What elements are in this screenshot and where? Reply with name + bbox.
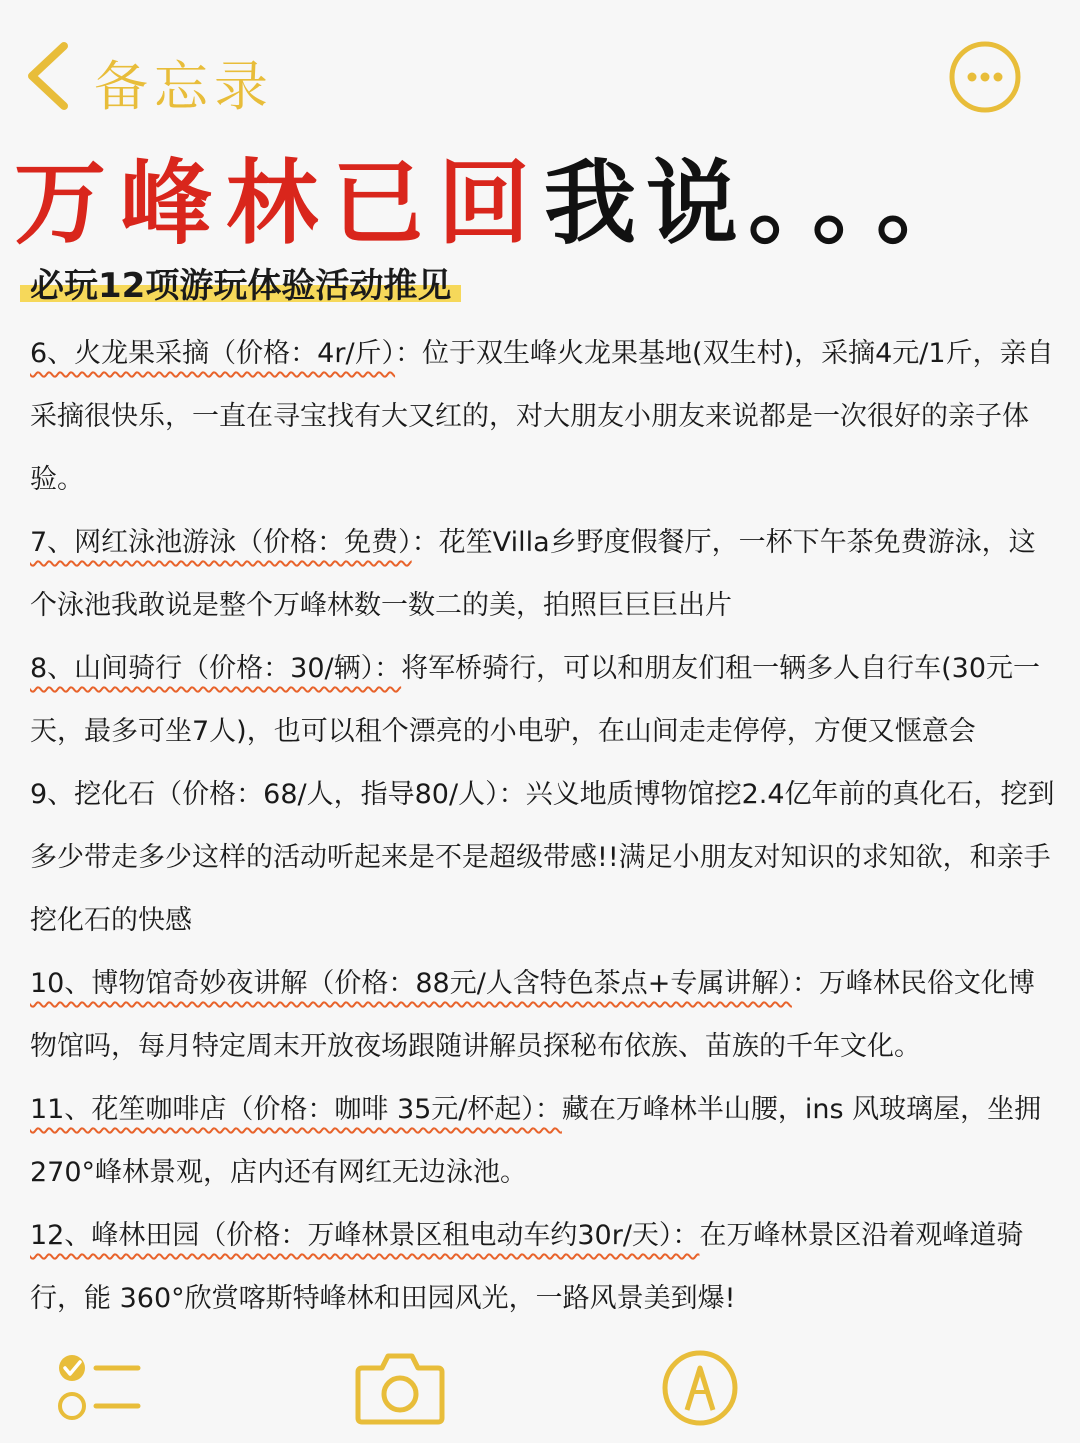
title-dots: 。。。 <box>748 150 987 257</box>
title-red-part: 万峰林已回 <box>14 150 545 257</box>
item-heading: 10、博物馆奇妙夜讲解（价格：88元/人含特色茶点+专属讲解） <box>30 968 792 999</box>
note-content <box>30 322 1060 1330</box>
section-subtitle: 必玩12项游玩体验活动推见 <box>20 258 461 307</box>
list-item <box>30 1078 1060 1204</box>
item-body: ：兴义地质博物馆挖2.4亿年前的真化石，挖到多少带走多少这样的活动听起来是不是超级带感!!满足小朋友对知识的求知欲，和亲手挖化石的快感 <box>30 779 1055 936</box>
item-body: ：位于双生峰火龙果基地(双生村)，采摘4元/1斤，亲自采摘很快乐，一直在寻宝找有大又红的，对大朋友小朋友来说都是一次很好的亲子体验。 <box>30 338 1054 495</box>
ellipsis-icon[interactable] <box>948 40 1022 114</box>
list-item <box>30 511 1060 637</box>
list-item <box>30 637 1060 763</box>
top-bar <box>0 0 1080 130</box>
list-item <box>30 1204 1060 1330</box>
item-heading: 11、花笙咖啡店（价格：咖啡 35元/杯起）： <box>30 1094 562 1125</box>
item-heading: 8、山间骑行（价格：30/辆）： <box>30 653 402 684</box>
pen-icon[interactable] <box>660 1348 740 1428</box>
item-body: ：万峰林民俗文化博物馆吗，每月特定周末开放夜场跟随讲解员探秘布依族、苗族的千年文化。 <box>30 968 1035 1062</box>
page-title <box>14 130 1074 257</box>
checklist-icon[interactable] <box>54 1348 144 1428</box>
list-item <box>30 952 1060 1078</box>
camera-icon[interactable] <box>354 1348 446 1428</box>
item-body: 将军桥骑行，可以和朋友们租一辆多人自行车(30元一天，最多可坐7人)，也可以租个漂亮的小电驴，在山间走走停停，方便又惬意会 <box>30 653 1041 747</box>
back-label[interactable]: 备忘录 <box>94 55 274 118</box>
item-body: 在万峰林景区沿着观峰道骑行，能 360°欣赏喀斯特峰林和田园风光，一路风景美到爆! <box>30 1220 1024 1314</box>
item-body: 藏在万峰林半山腰，ins 风玻璃屋，坐拥270°峰林景观，店内还有网红无边泳池。 <box>30 1094 1042 1188</box>
list-item <box>30 322 1060 511</box>
title-black-part: 我说 <box>544 150 749 257</box>
item-heading: 12、峰林田园（价格：万峰林景区租电动车约30r/天）： <box>30 1220 700 1251</box>
chevron-left-icon[interactable] <box>22 40 82 112</box>
item-heading: 9、挖化石（价格：68/人，指导80/人） <box>30 779 499 810</box>
list-item <box>30 763 1060 952</box>
bottom-toolbar <box>0 1330 1080 1443</box>
item-heading: 7、网红泳池游泳（价格：免费） <box>30 527 412 558</box>
item-body: ：花笙Villa乡野度假餐厅，一杯下午茶免费游泳，这个泳池我敢说是整个万峰林数一数二的美，拍照巨巨巨出片 <box>30 527 1036 621</box>
item-heading: 6、火龙果采摘（价格：4r/斤） <box>30 338 396 369</box>
